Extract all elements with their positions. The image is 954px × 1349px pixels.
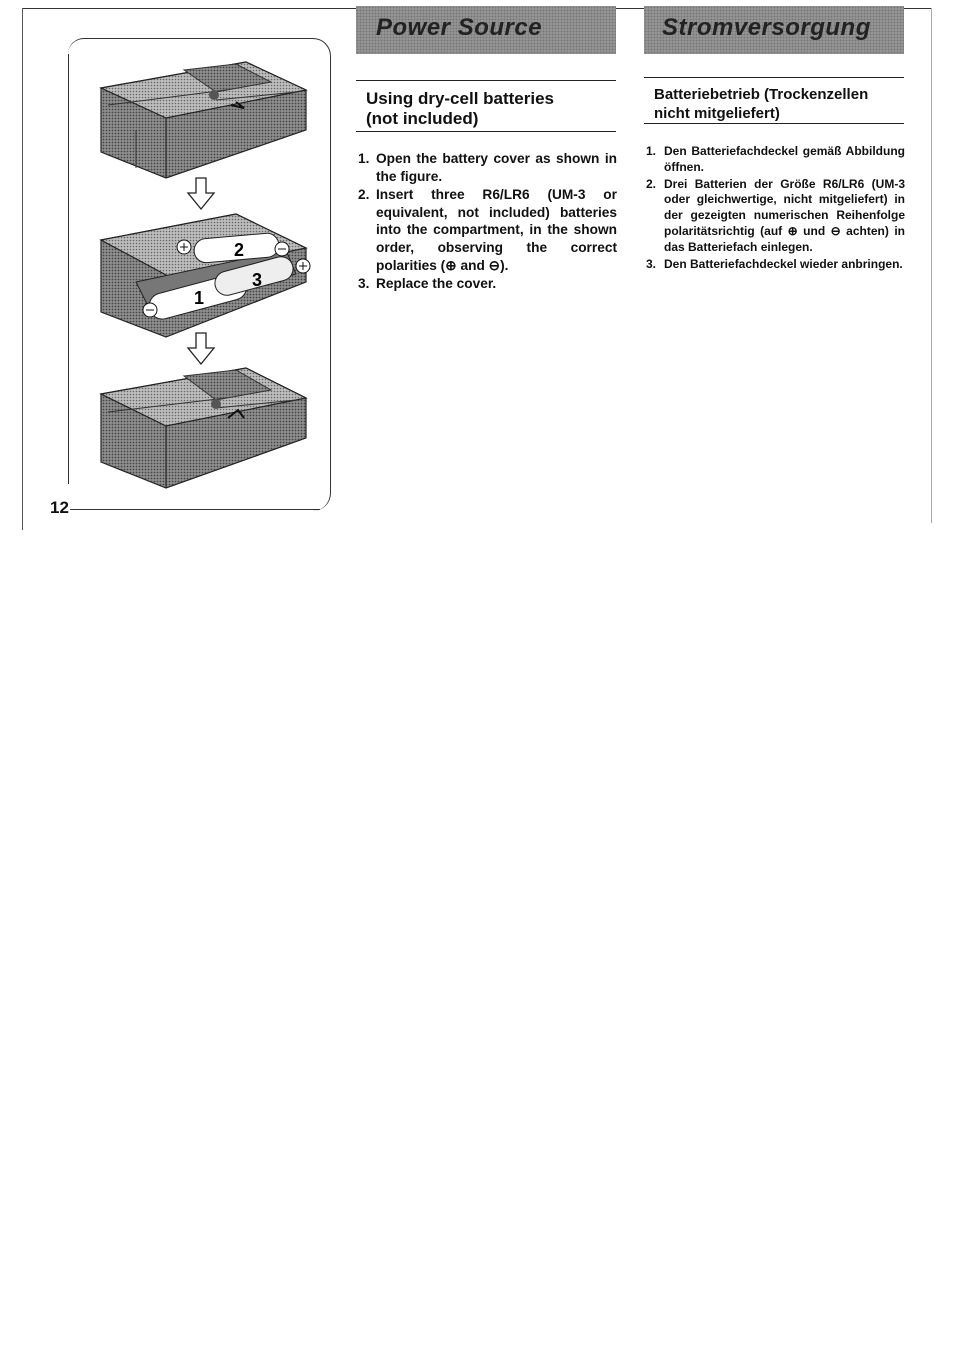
german-step: 1. Den Batteriefachdeckel gemäß Abbildung öffnen. [646, 144, 905, 174]
english-step: 1. Open the battery cover as shown in the figure. [358, 151, 617, 184]
german-section-heading [644, 77, 904, 124]
left-rule [22, 8, 23, 530]
english-section-heading [356, 80, 616, 132]
figure-frame-left-edge [68, 54, 69, 484]
english-heading-line1: Using dry-cell batteries [366, 89, 555, 108]
english-heading-line2: (not included) [366, 109, 479, 128]
banner-title-german: Stromversorgung [662, 14, 871, 41]
german-step: 3. Den Batteriefachdeckel wieder anbringen. [646, 256, 903, 271]
right-rule [931, 8, 932, 523]
english-steps-list [358, 150, 617, 294]
german-heading-line2: nicht mitgeliefert) [654, 105, 780, 122]
device-batteries-illustration [96, 212, 311, 342]
banner-stromversorgung [644, 6, 904, 54]
figure-frame-bottom-edge [70, 509, 320, 510]
battery-label-2: 2 [234, 240, 245, 260]
page-number: 12 [50, 498, 69, 517]
battery-label-3: 3 [252, 270, 263, 290]
down-arrow-icon [186, 332, 216, 366]
german-heading-line1: Batteriebetrieb (Trockenzellen [654, 86, 869, 103]
english-step: 2. Insert three R6/LR6 (UM-3 or equivalent, not included) batteries into the compartment, in the shown order, observing the correct polarities (⊕ and ⊖). [358, 187, 617, 273]
device-cover-replaced-illustration [96, 366, 311, 496]
english-step: 3. Replace the cover. [358, 276, 497, 292]
german-steps-list [646, 144, 905, 273]
device-cover-closed-illustration [96, 60, 311, 190]
battery-label-1: 1 [194, 288, 205, 308]
german-step: 2. Drei Batterien der Größe R6/LR6 (UM-3 oder gleichwertige, nicht mitgeliefert) in der gezeigten numerischen Reihenfolge polaritätsrichtig (auf ⊕ und ⊖ achten) in das Batteriefach einlegen. [646, 176, 905, 254]
down-arrow-icon [186, 177, 216, 211]
banner-power-source [356, 6, 616, 54]
banner-title-english: Power Source [376, 14, 543, 41]
